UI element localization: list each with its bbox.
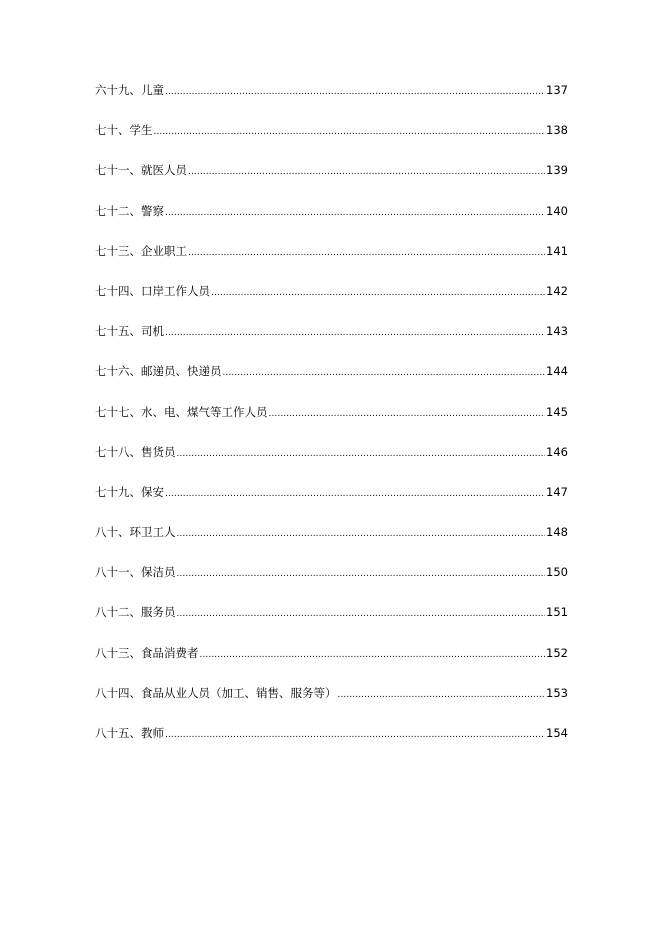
toc-page-number: 153: [546, 685, 568, 700]
toc-entry[interactable]: [95, 80, 568, 120]
toc-dot-leader: [165, 484, 545, 498]
toc-dot-leader: [188, 162, 545, 176]
toc-dot-leader: [200, 645, 546, 659]
toc-entry-title: 七十七、水、电、煤气等工作人员: [95, 404, 268, 419]
toc-entry-title: 八十五、教师: [95, 726, 164, 740]
toc-entry-title: 八十二、服务员: [95, 605, 176, 620]
toc-page-number: 146: [546, 444, 568, 459]
toc-dot-leader: [338, 685, 546, 699]
toc-entry-title: 七十八、售货员: [95, 444, 176, 459]
toc-entry[interactable]: [95, 361, 568, 401]
toc-page-number: 140: [546, 203, 568, 218]
toc-dot-leader: [165, 323, 545, 337]
toc-page-number: 139: [546, 163, 568, 178]
table-of-contents: [95, 80, 568, 763]
toc-entry-title: 八十一、保洁员: [95, 565, 176, 580]
toc-dot-leader: [177, 444, 546, 458]
toc-dot-leader: [177, 524, 546, 538]
toc-page-number: 147: [546, 484, 568, 499]
toc-page-number: 143: [546, 324, 568, 339]
toc-page-number: 150: [546, 565, 568, 580]
toc-dot-leader: [177, 604, 546, 618]
toc-entry[interactable]: [95, 723, 568, 763]
toc-entry-title: 七十、学生: [95, 123, 153, 138]
toc-entry[interactable]: [95, 281, 568, 321]
toc-entry[interactable]: [95, 201, 568, 241]
toc-entry[interactable]: [95, 562, 568, 602]
toc-dot-leader: [269, 404, 546, 418]
toc-entry[interactable]: [95, 321, 568, 361]
toc-page-number: 138: [546, 123, 568, 138]
toc-entry[interactable]: [95, 643, 568, 683]
toc-dot-leader: [154, 122, 546, 136]
toc-entry[interactable]: [95, 602, 568, 642]
toc-page-number: 137: [546, 83, 568, 97]
toc-dot-leader: [165, 725, 545, 739]
toc-dot-leader: [165, 203, 545, 217]
toc-entry-title: 七十二、警察: [95, 203, 164, 218]
toc-entry-title: 七十四、口岸工作人员: [95, 283, 210, 298]
toc-entry-title: 八十、环卫工人: [95, 525, 176, 540]
toc-entry[interactable]: [95, 120, 568, 160]
toc-page-number: 145: [546, 404, 568, 419]
toc-page-number: 154: [546, 726, 568, 740]
toc-entry[interactable]: [95, 683, 568, 723]
toc-entry-title: 七十三、企业职工: [95, 243, 187, 258]
toc-entry-title: 七十六、邮递员、快递员: [95, 364, 222, 379]
toc-entry[interactable]: [95, 402, 568, 442]
toc-page-number: 151: [546, 605, 568, 620]
toc-entry[interactable]: [95, 241, 568, 281]
toc-entry[interactable]: [95, 442, 568, 482]
toc-page-number: 148: [546, 525, 568, 540]
toc-entry-title: 七十五、司机: [95, 324, 164, 339]
toc-dot-leader: [188, 243, 545, 257]
toc-page-number: 152: [546, 645, 568, 660]
toc-dot-leader: [223, 363, 546, 377]
toc-entry-title: 八十四、食品从业人员（加工、销售、服务等）: [95, 685, 337, 700]
toc-entry[interactable]: [95, 160, 568, 200]
toc-entry-title: 七十一、就医人员: [95, 163, 187, 178]
toc-page-number: 144: [546, 364, 568, 379]
toc-entry[interactable]: [95, 522, 568, 562]
toc-entry-title: 八十三、食品消费者: [95, 645, 199, 660]
toc-entry-title: 七十九、保安: [95, 484, 164, 499]
toc-entry-title: 六十九、儿童: [95, 83, 164, 97]
toc-dot-leader: [165, 82, 545, 96]
toc-page-number: 141: [546, 243, 568, 258]
toc-entry[interactable]: [95, 482, 568, 522]
toc-page-number: 142: [546, 283, 568, 298]
toc-dot-leader: [177, 564, 546, 578]
toc-dot-leader: [211, 283, 545, 297]
